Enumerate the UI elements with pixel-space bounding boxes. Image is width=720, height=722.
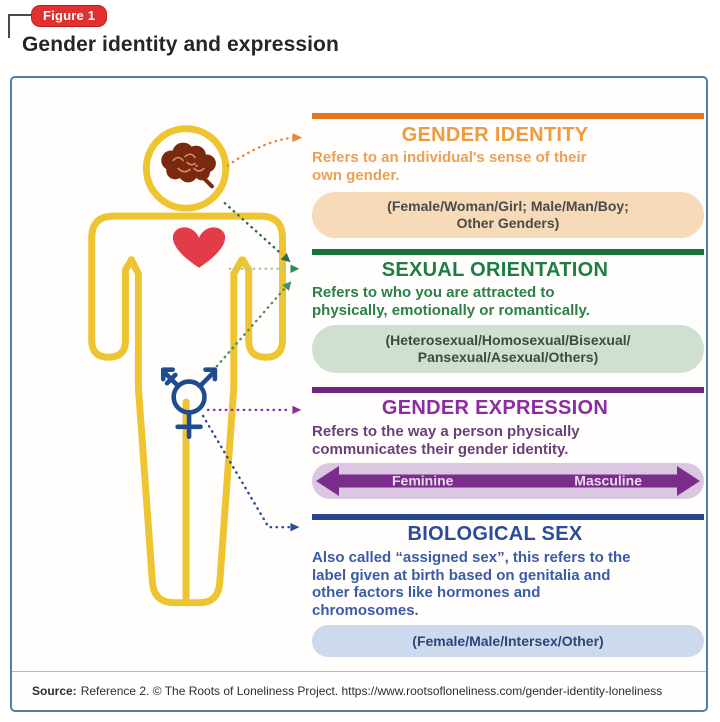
- accent-bar-biological-sex: [312, 514, 704, 520]
- heading-gender-expression: GENDER EXPRESSION: [381, 397, 609, 419]
- examples-pill-gender-identity: (Female/Woman/Girl; Male/Man/Boy; Other Genders): [312, 192, 704, 238]
- description-biological-sex: Also called “assigned sex”, this refers to the label given at birth based on genitalia and other factors like hormones and chromosomes.: [312, 549, 631, 619]
- human-body-outline: [92, 129, 283, 603]
- accent-bar-sexual-orientation: [312, 249, 704, 255]
- feminine-masculine-scale: [312, 463, 704, 499]
- connector-symbol-to-gender-expression: [208, 406, 301, 414]
- section-gender-identity: [312, 113, 704, 238]
- heart-icon: [173, 227, 225, 267]
- figure-badge: Figure 1: [31, 5, 107, 27]
- brain-icon: [161, 143, 216, 187]
- description-sexual-orientation: Refers to who you are attracted to physically, emotionally or romantically.: [312, 284, 590, 319]
- page-title: Gender identity and expression: [22, 33, 339, 56]
- section-sexual-orientation: [312, 249, 704, 373]
- accent-bar-gender-identity: [312, 113, 704, 119]
- description-gender-expression: Refers to the way a person physically communicates their gender identity.: [312, 423, 580, 458]
- accent-bar-gender-expression: [312, 387, 704, 393]
- examples-pill-sexual-orientation: (Heterosexual/Homosexual/Bisexual/ Pansexual/Asexual/Others): [312, 325, 704, 373]
- heading-sexual-orientation: SEXUAL ORIENTATION: [381, 259, 609, 281]
- double-arrow-icon: [312, 463, 704, 499]
- source-label: Source:: [32, 684, 77, 698]
- figure-box: [10, 76, 708, 712]
- description-gender-identity: Refers to an individual's sense of their own gender.: [312, 149, 587, 184]
- scale-label-feminine: Feminine: [392, 472, 454, 489]
- scale-label-masculine: Masculine: [574, 472, 642, 489]
- source-footer: [12, 671, 706, 710]
- heading-gender-identity: GENDER IDENTITY: [401, 124, 589, 146]
- connector-brain-to-gender-identity: [228, 133, 303, 165]
- heading-biological-sex: BIOLOGICAL SEX: [407, 523, 583, 545]
- section-biological-sex: [312, 514, 704, 657]
- examples-pill-biological-sex: (Female/Male/Intersex/Other): [312, 625, 704, 657]
- section-gender-expression: [312, 387, 704, 499]
- source-text: Reference 2. © The Roots of Loneliness Project. https://www.rootsofloneliness.com/gender-identity-loneliness: [80, 684, 663, 698]
- connector-symbol-to-biological-sex: [203, 416, 299, 531]
